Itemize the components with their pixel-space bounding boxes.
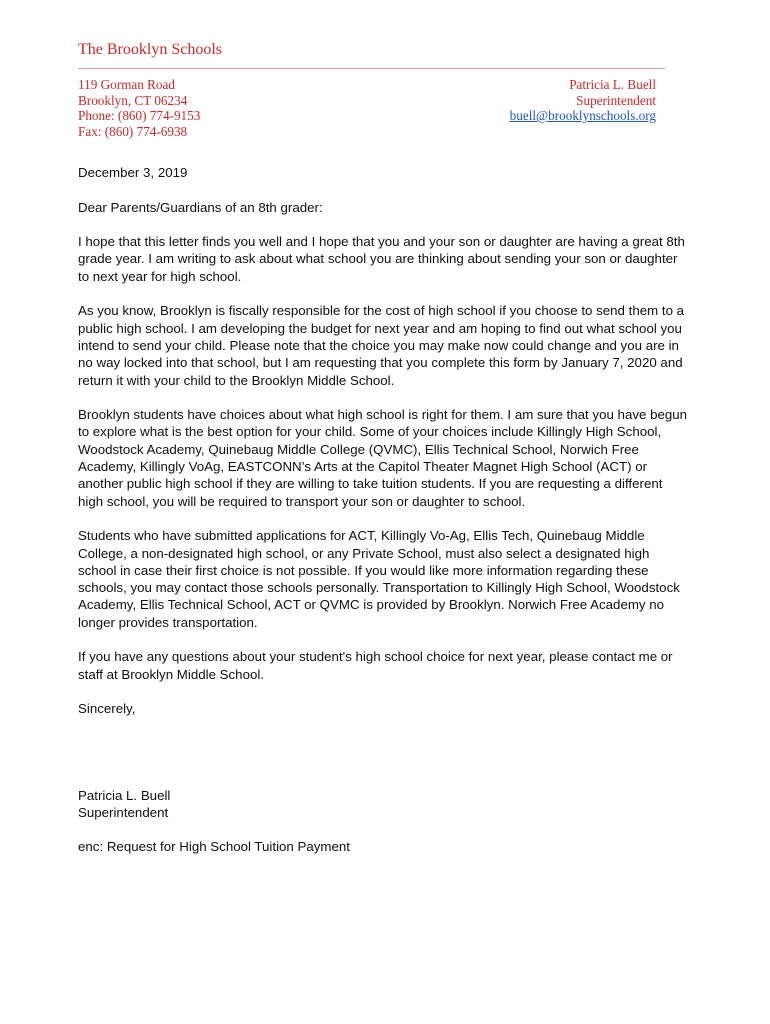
salutation: Dear Parents/Guardians of an 8th grader: bbox=[78, 199, 323, 215]
letter-body bbox=[78, 164, 690, 856]
address-line-1: 119 Gorman Road bbox=[78, 77, 175, 92]
enclosure-note: enc: Request for High School Tuition Payment bbox=[78, 839, 350, 855]
letterhead bbox=[78, 40, 665, 139]
paragraph-2: As you know, Brooklyn is fiscally responsible for the cost of high school if you choose to send them to a public high school. I am developing the budget for next year and am hoping to find out what school you intend to send your child. Please note that the choice you may make now could change and you are in no way locked into that school, but I am requesting that you complete this form by January 7, 2020 and return it with your child to the Brooklyn Middle School. bbox=[78, 303, 685, 388]
sender-name: Patricia L. Buell bbox=[569, 77, 656, 92]
sender-block bbox=[510, 77, 665, 139]
paragraph-4: Students who have submitted applications for ACT, Killingly Vo-Ag, Ellis Tech, Quinebaug Middle College, a non-designated high school, or any Private School, must also select a designated high school in case their first choice is not possible. If you would like more information regarding these schools, you may contact those schools personally. Transportation to Killingly High School, Woodstock Academy, Ellis Technical School, ACT or QVMC is provided by Brooklyn. Norwich Free Academy no longer provides transportation. bbox=[78, 528, 680, 630]
signer-name: Patricia L. Buell bbox=[78, 787, 171, 803]
address-line-2: Brooklyn, CT 06234 bbox=[78, 92, 188, 108]
letterhead-contact bbox=[78, 77, 665, 139]
paragraph-1: I hope that this letter finds you well and I hope that you and your son or daughter are having a great 8th grade year. I am writing to ask about what school you are thinking about sending your son or daughter to next year for high school. bbox=[78, 234, 685, 284]
organization-name: The Brooklyn Schools bbox=[78, 41, 222, 58]
phone-number: Phone: (860) 774-9153 bbox=[78, 108, 201, 123]
letterhead-divider bbox=[78, 68, 665, 69]
paragraph-3: Brooklyn students have choices about what high school is right for them. I am sure that you have begun to explore what is the best option for your child. Some of your choices include Killingly High School, Woodstock Academy, Quinebaug Middle College (QVMC), Ellis Technical School, Norwich Free Academy, Killingly VoAg, EASTCONN’s Arts at the Capitol Theater Magnet High School (ACT) or another public high school if they are willing to take tuition students. If you are requesting a different high school, you will be required to transport your son or daughter to school. bbox=[78, 407, 688, 509]
sender-email-link[interactable]: buell@brooklynschools.org bbox=[509, 108, 656, 123]
school-address-block bbox=[78, 77, 200, 139]
paragraph-5: If you have any questions about your student's high school choice for next year, please contact me or staff at Brooklyn Middle School. bbox=[78, 649, 673, 682]
fax-number: Fax: (860) 774-6938 bbox=[78, 123, 188, 139]
closing: Sincerely, bbox=[78, 701, 136, 717]
sender-title: Superintendent bbox=[576, 92, 656, 108]
signer-title: Superintendent bbox=[78, 804, 169, 820]
letter-date: December 3, 2019 bbox=[78, 165, 188, 180]
